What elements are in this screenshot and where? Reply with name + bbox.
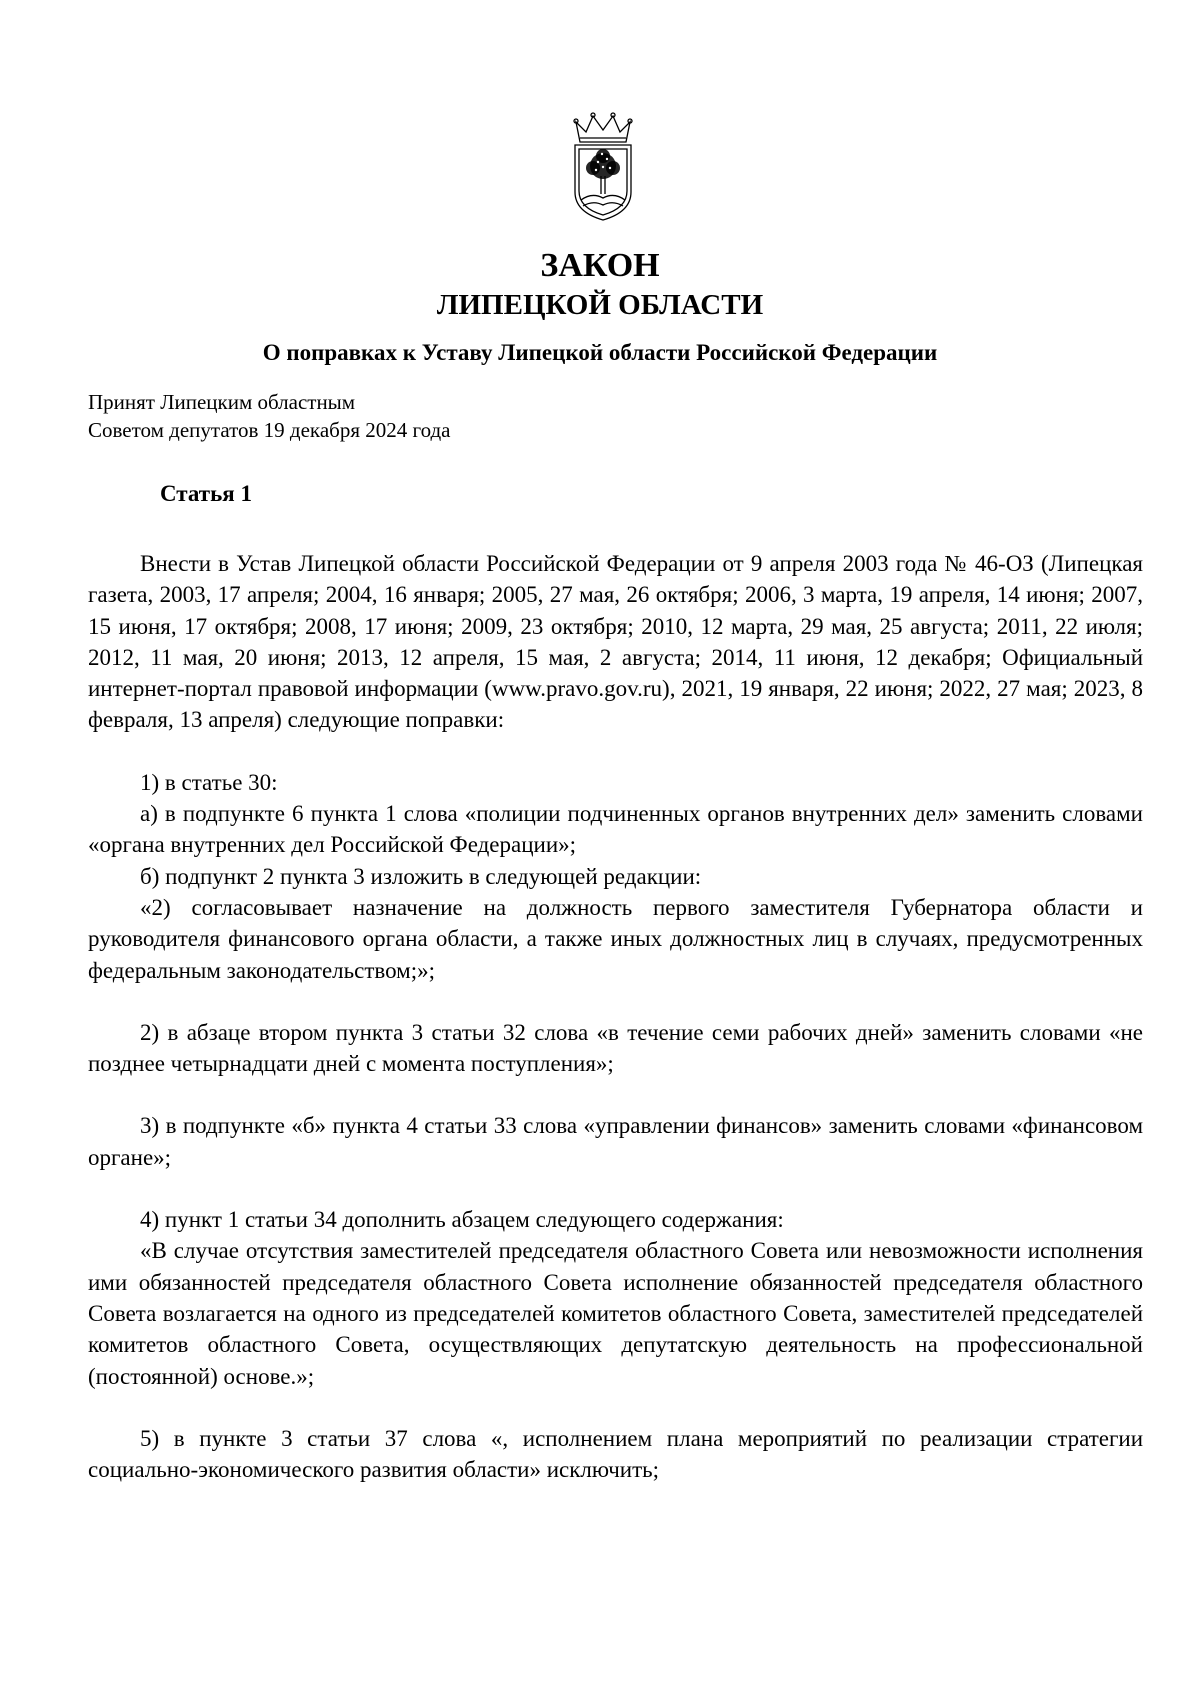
paragraph-item-1: 1) в статье 30: bbox=[140, 769, 278, 795]
paragraph-intro: Внести в Устав Липецкой области Российской Федерации от 9 апреля 2003 года № 46-ОЗ (Липецкая газета, 2003, 17 апреля; 2004, 16 января; 2005, 27 мая, 26 октября; 2006, 3 марта, 19 апреля, 14 июня; 2007, 15 июня, 17 октября; 2008, 17 июня; 2009, 23 октября; 2010, 12 марта, 29 мая, 25 августа; 2011, 22 июля; 2012, 11 мая, 20 июня; 2013, 12 апреля, 15 мая, 2 августа; 2014, 11 июня, 12 декабря; Официальный интернет-портал правовой информации (www.pravo.gov.ru), 2021, 19 января, 22 июня; 2022, 27 мая; 2023, 8 февраля, 13 апреля) следующие поправки: bbox=[88, 551, 1143, 733]
paragraph-item-1b: б) подпункт 2 пункта 3 изложить в следующей редакции: bbox=[140, 863, 702, 889]
coat-of-arms-icon bbox=[566, 112, 640, 224]
adoption-line-2: Советом депутатов 19 декабря 2024 года bbox=[88, 418, 451, 442]
article-heading: Статья 1 bbox=[160, 481, 252, 506]
paragraph-item-5: 5) в пункте 3 статьи 37 слова «, исполнением плана мероприятий по реализации стратегии социально-экономического развития области» исключить; bbox=[88, 1425, 1143, 1483]
paragraph-item-4-text: «В случае отсутствия заместителей председателя областного Совета или невозможности исполнения ими обязанностей председателя областного Совета исполнение обязанностей председателя областного Совета возлагается на одного из председателей комитетов областного Совета, заместителей председателей комитетов областного Совета, осуществляющих депутатскую деятельность на профессиональной (постоянной) основе.»; bbox=[88, 1238, 1143, 1389]
article-body bbox=[88, 548, 1143, 1485]
paragraph-item-2: 2) в абзаце втором пункта 3 статьи 32 слова «в течение семи рабочих дней» заменить словами «не позднее четырнадцати дней с момента поступления»; bbox=[88, 1019, 1143, 1077]
paragraph-item-1b-text: «2) согласовывает назначение на должность первого заместителя Губернатора области и руководителя финансового органа области, а также иных должностных лиц в случаях, предусмотренных федеральным законодательством;»; bbox=[88, 894, 1143, 983]
law-region: ЛИПЕЦКОЙ ОБЛАСТИ bbox=[436, 289, 764, 321]
paragraph-item-3: 3) в подпункте «б» пункта 4 статьи 33 слова «управлении финансов» заменить словами «финансовом органе»; bbox=[88, 1113, 1143, 1170]
adoption-line-1: Принят Липецким областным bbox=[88, 390, 356, 414]
law-title: ЗАКОН bbox=[540, 247, 660, 284]
paragraph-item-1a: а) в подпункте 6 пункта 1 слова «полиции подчиненных органов внутренних дел» заменить словами «органа внутренних дел Российской Федерации»; bbox=[88, 801, 1143, 858]
adoption-note bbox=[88, 388, 450, 444]
paragraph-item-4: 4) пункт 1 статьи 34 дополнить абзацем следующего содержания: bbox=[140, 1207, 784, 1233]
law-subtitle: О поправках к Уставу Липецкой области Российской Федерации bbox=[262, 340, 938, 365]
